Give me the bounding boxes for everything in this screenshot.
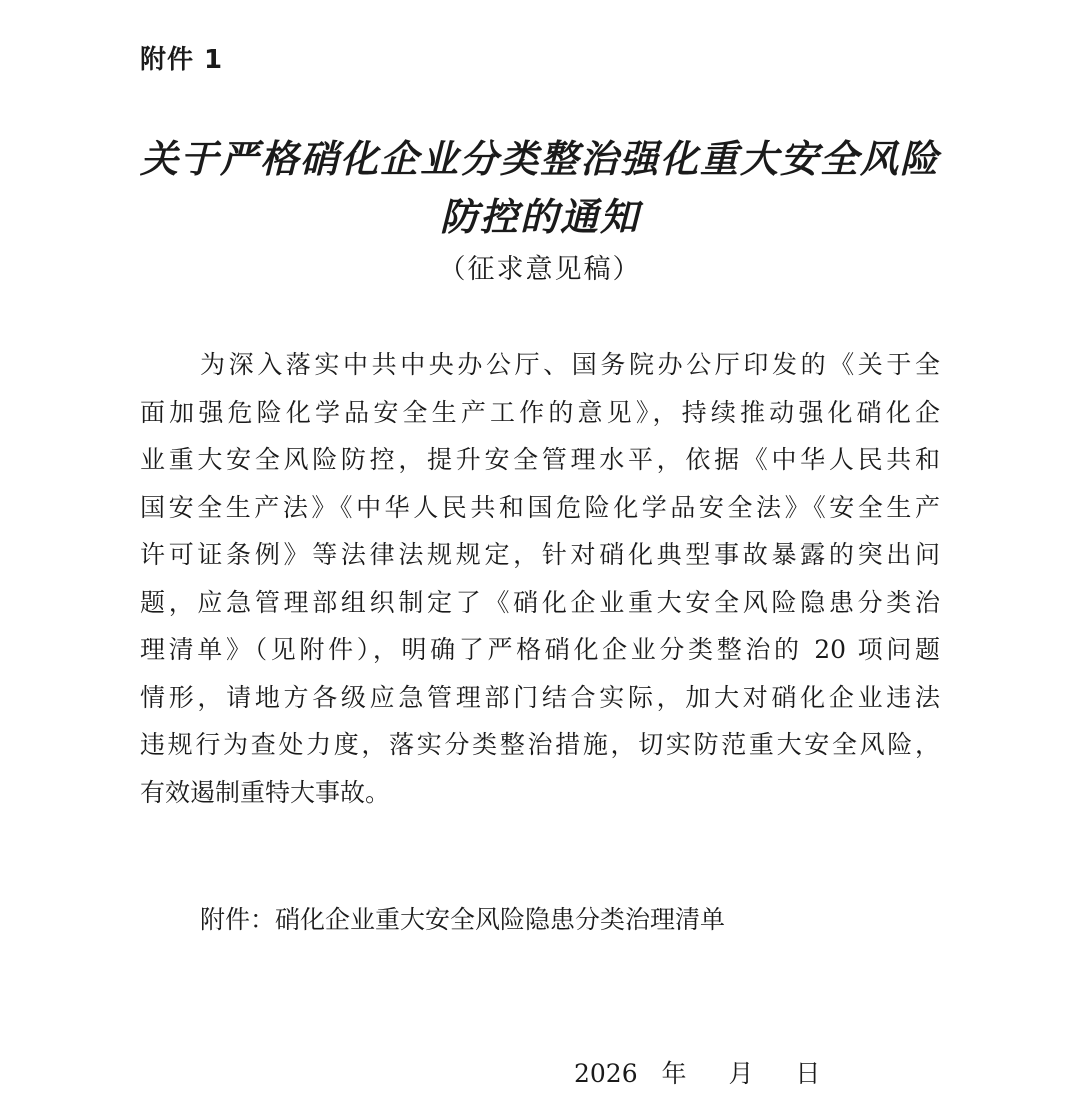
date-month-unit: 月 xyxy=(728,1059,754,1088)
body-line: 面加强危险化学品安全生产工作的意见》，持续推动强化硝化企 xyxy=(140,397,940,427)
body-line: 理清单》（见附件），明确了严格硝化企业分类整治的 20 项问题 xyxy=(140,635,940,664)
draft-subtitle: （征求意见稿） xyxy=(438,254,642,285)
title-block xyxy=(100,130,980,292)
title-line-2: 防控的通知 xyxy=(439,194,640,239)
date-year: 2026 xyxy=(574,1059,638,1088)
attachment-label: 附件 1 xyxy=(140,45,224,75)
body-line: 违规行为查处力度，落实分类整治措施，切实防范重大安全风险， xyxy=(140,730,940,759)
body-line: 有效遏制重特大事故。 xyxy=(140,777,391,807)
body-line: 国安全生产法》《中华人民共和国危险化学品安全法》《安全生产 xyxy=(140,492,940,522)
date-line xyxy=(574,1052,820,1096)
body-line: 题，应急管理部组织制定了《硝化企业重大安全风险隐患分类治 xyxy=(140,587,940,617)
date-year-unit: 年 xyxy=(661,1059,687,1088)
body-line: 为深入落实中共中央办公厅、国务院办公厅印发的《关于全 xyxy=(200,350,940,379)
title-line-1: 关于严格硝化企业分类整治强化重大安全风险 xyxy=(139,136,940,181)
date-day-unit: 日 xyxy=(795,1059,821,1088)
body-line: 情形，请地方各级应急管理部门结合实际，加大对硝化企业违法 xyxy=(140,682,940,712)
body-line: 业重大安全风险防控，提升安全管理水平，依据《中华人民共和 xyxy=(140,445,940,474)
body-paragraph xyxy=(140,341,940,816)
body-line: 许可证条例》等法律法规规定，针对硝化典型事故暴露的突出问 xyxy=(140,540,940,569)
attachment-note: 附件：硝化企业重大安全风险隐患分类治理清单 xyxy=(200,905,726,934)
